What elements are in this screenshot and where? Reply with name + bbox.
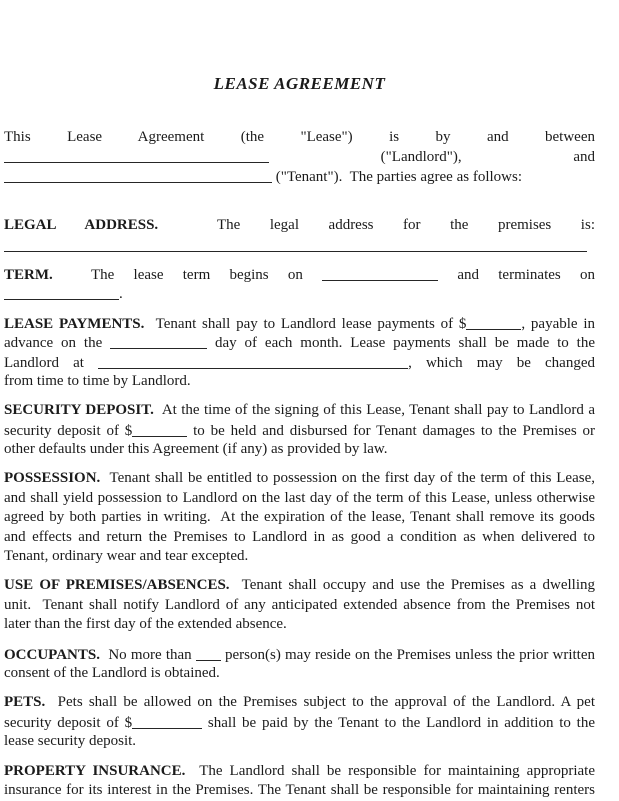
text-line: Landlord at , which may be changed [4,354,595,371]
text-line: later than the first day of the extended absence. [4,616,287,633]
text-line: security deposit of $ shall be paid by the Tenant to the Landlord in addition to the [4,714,595,731]
text-line: This Lease Agreement (the "Lease") is by and between [4,129,595,145]
section-heading: OCCUPANTS. [4,646,100,663]
blank-field [98,355,408,369]
text-line: and shall yield possession to Landlord on the last day of the term of this Lease, unless otherwise [4,489,595,506]
text-line: and effects and return the Premises to Landlord in as good a condition as when delivered to [4,528,595,545]
paragraph-pets [4,693,595,751]
paragraph-legal-address [4,216,595,255]
blank-field [132,423,187,437]
document-title: LEASE AGREEMENT [213,74,386,93]
text-line: ("Tenant"). The parties agree as follows: [4,167,595,186]
text-line: USE OF PREMISES/ABSENCES. Tenant shall occupy and use the Premises as a dwelling [4,577,595,594]
section-heading: LEASE PAYMENTS. [4,315,145,332]
text-line: POSSESSION. Tenant shall be entitled to possession on the first day of the term of this Lease, [4,470,595,487]
paragraph-use-of-premises [4,576,595,634]
text-line: other defaults under this Agreement (if any) as provided by law. [4,441,388,458]
text-line: unit. Tenant shall notify Landlord of any anticipated extended absence from the Premises not [4,596,595,613]
text-line [4,236,595,255]
text-line: OCCUPANTS. No more than person(s) may reside on the Premises unless the prior written [4,646,595,663]
text-line: advance on the day of each month. Lease payments shall be made to the [4,335,595,352]
text-line: LEGAL ADDRESS. The legal address for the premises is: [4,217,595,234]
paragraph-occupants [4,645,595,684]
blank-field [196,647,221,661]
text-line: ("Landlord"), and [4,147,595,166]
text-line: TERM. The lease term begins on and terminates on [4,266,595,283]
text-line: security deposit of $ to be held and disbursed for Tenant damages to the Premises or [4,422,595,439]
paragraph-lease-payments [4,314,595,392]
section-heading: LEGAL ADDRESS. [4,217,159,234]
paragraph-intro [4,128,595,186]
document-body [4,128,595,800]
blank-field [466,316,521,330]
text-line: consent of the Landlord is obtained. [4,664,220,681]
paragraph-property-insurance [4,762,595,801]
paragraph-possession [4,469,595,566]
text-line: SECURITY DEPOSIT. At the time of the signing of this Lease, Tenant shall pay to Landlord a [4,402,595,419]
section-heading: POSSESSION. [4,470,101,487]
text-line: from time to time by Landlord. [4,372,191,389]
blank-field [322,267,438,281]
section-heading: PROPERTY INSURANCE. [4,762,186,779]
text-line: insurance for its interest in the Premises. The Tenant shall be responsible for maintaining renters [4,781,595,798]
section-heading: TERM. [4,266,53,283]
blank-field [4,169,272,183]
blank-field [4,238,587,252]
blank-field [4,149,269,163]
section-heading: PETS. [4,694,46,711]
paragraph-security-deposit [4,401,595,459]
text-line: agreed by both parties in writing. At the expiration of the lease, Tenant shall remove its goods [4,509,595,526]
text-line: PETS. Pets shall be allowed on the Premises subject to the approval of the Landlord. A pet [4,694,595,711]
text-line: Tenant, ordinary wear and tear excepted. [4,548,249,565]
section-heading: USE OF PREMISES/ABSENCES. [4,577,230,594]
blank-field [132,715,202,729]
paragraph-term [4,265,595,304]
text-line: lease security deposit. [4,733,137,750]
text-line: . [4,284,595,303]
text-line: PROPERTY INSURANCE. The Landlord shall be responsible for maintaining appropriate [4,762,595,779]
section-heading: SECURITY DEPOSIT. [4,402,154,419]
text-line: LEASE PAYMENTS. Tenant shall pay to Landlord lease payments of $ , payable in [4,315,595,332]
blank-field [110,335,207,349]
blank-field [4,286,119,300]
